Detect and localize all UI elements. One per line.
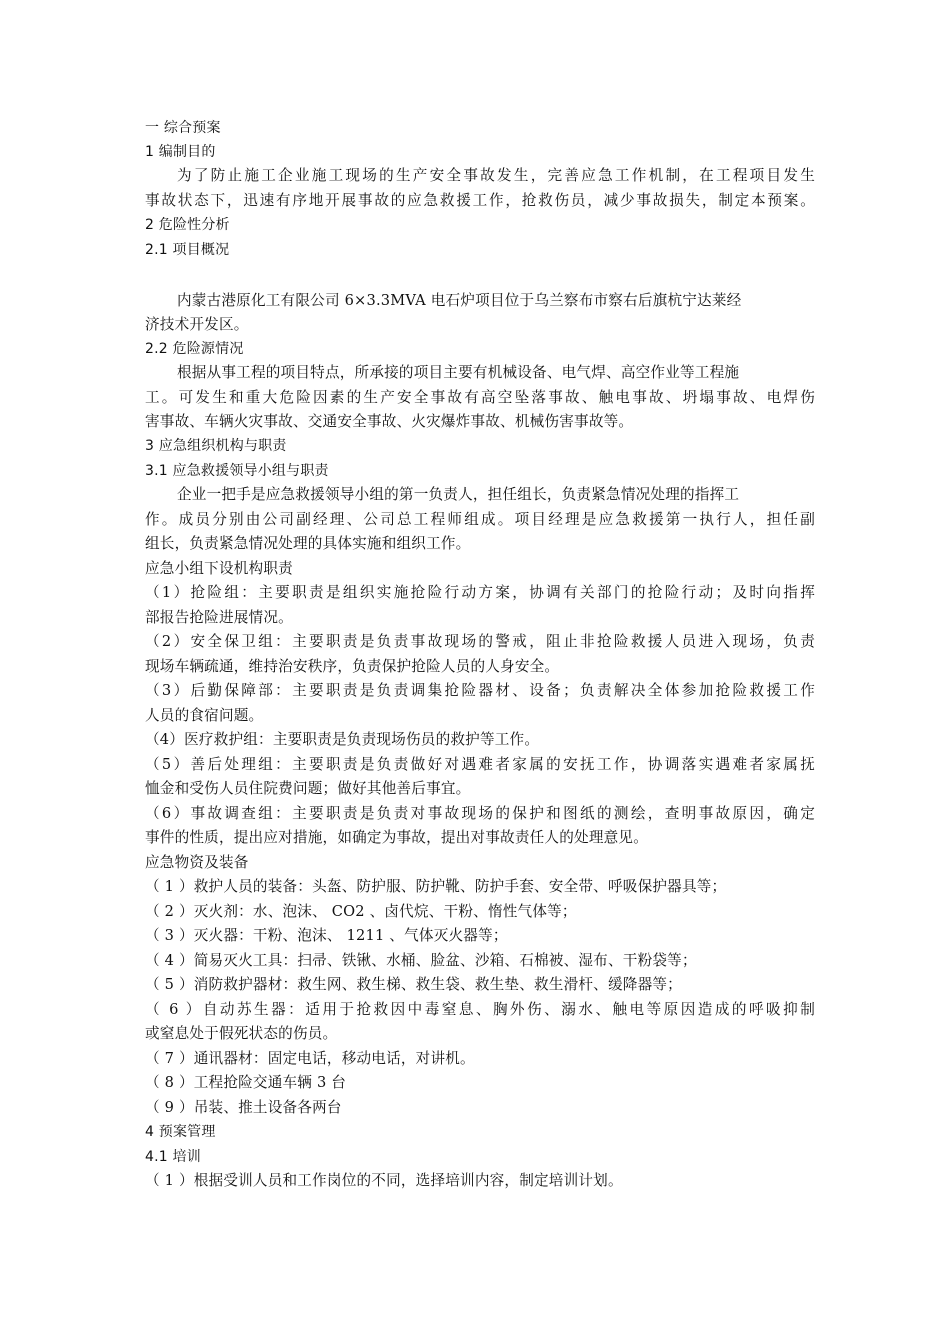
paragraph-line: （ 9 ）吊装、推土设备各两台 — [145, 1099, 342, 1116]
subsection-heading: 2.2 危险源情况 — [145, 341, 244, 357]
section-heading: 4 预案管理 — [145, 1124, 216, 1140]
paragraph-line: 人员的食宿问题。 — [145, 707, 264, 724]
paragraph-line: 工。可发生和重大危险因素的生产安全事故有高空坠落事故、触电事故、坍塌事故、电焊伤 — [145, 389, 815, 406]
paragraph-line: 害事故、车辆火灾事故、交通安全事故、火灾爆炸事故、机械伤害事故等。 — [145, 413, 634, 430]
paragraph-line: 事件的性质，提出应对措施，如确定为事故，提出对事故责任人的处理意见。 — [145, 829, 648, 846]
paragraph-line: 恤金和受伤人员住院费问题；做好其他善后事宜。 — [145, 780, 471, 797]
subsection-heading: 3 应急组织机构与职责 — [145, 438, 287, 454]
paragraph-line: 组长，负责紧急情况处理的具体实施和组织工作。 — [145, 535, 471, 552]
paragraph-line: （ 5 ）消防救护器材：救生网、救生梯、救生袋、救生垫、救生滑杆、缓降器等； — [145, 976, 682, 993]
subsection-heading: 3.1 应急救援领导小组与职责 — [145, 463, 329, 479]
paragraph-line: 内蒙古港原化工有限公司 6×3.3MVA 电石炉项目位于乌兰察布市察右后旗杭宁达莱经 — [177, 292, 742, 309]
paragraph-line: 或窒息处于假死状态的伤员。 — [145, 1025, 338, 1042]
subsection-heading: 1 编制目的 — [145, 144, 216, 160]
paragraph-line: 现场车辆疏通，维持治安秩序，负责保护抢险人员的人身安全。 — [145, 658, 560, 675]
paragraph-line: 应急物资及装备 — [145, 854, 249, 871]
paragraph-line: 作。成员分别由公司副经理、公司总工程师组成。项目经理是应急救援第一执行人，担任副 — [145, 511, 815, 528]
paragraph-line: （ 8 ）工程抢险交通车辆 3 台 — [145, 1074, 347, 1091]
paragraph-line: （ 4 ）简易灭火工具：扫帚、铁锹、水桶、脸盆、沙箱、石棉被、湿布、干粉袋等； — [145, 952, 697, 969]
subsection-heading: 2.1 项目概况 — [145, 242, 230, 258]
paragraph-line: （1）抢险组：主要职责是组织实施抢险行动方案，协调有关部门的抢险行动；及时向指挥 — [145, 584, 815, 601]
paragraph-line: （ 2 ）灭火剂：水、泡沫、 CO2 、卤代烷、干粉、惰性气体等； — [145, 903, 577, 920]
subsection-heading: 2 危险性分析 — [145, 217, 230, 233]
paragraph-line: （2）安全保卫组：主要职责是负责事故现场的警戒，阻止非抢险救援人员进入现场，负责 — [145, 633, 815, 650]
paragraph-line: 为了防止施工企业施工现场的生产安全事故发生，完善应急工作机制，在工程项目发生 — [177, 167, 815, 184]
paragraph-line: 部报告抢险进展情况。 — [145, 609, 293, 626]
paragraph-line: （ 7 ）通讯器材：固定电话，移动电话，对讲机。 — [145, 1050, 475, 1067]
paragraph-line: 济技术开发区。 — [145, 316, 249, 333]
section-heading: 一 综合预案 — [145, 120, 221, 136]
paragraph-line: （ 3 ）灭火器：干粉、泡沫、 1211 、气体灭火器等； — [145, 927, 508, 944]
paragraph-line: （ 1 ）根据受训人员和工作岗位的不同，选择培训内容，制定培训计划。 — [145, 1172, 623, 1189]
paragraph-line: （5）善后处理组：主要职责是负责做好对遇难者家属的安抚工作，协调落实遇难者家属抚 — [145, 756, 815, 773]
paragraph-line: （ 1 ）救护人员的装备：头盔、防护服、防护靴、防护手套、安全带、呼吸保护器具等； — [145, 878, 727, 895]
paragraph-line: （4）医疗救护组：主要职责是负责现场伤员的救护等工作。 — [145, 731, 540, 748]
paragraph-line: （ 6 ）自动苏生器：适用于抢救因中毒窒息、胸外伤、溺水、触电等原因造成的呼吸抑制 — [145, 1001, 815, 1018]
paragraph-line: 根据从事工程的项目特点，所承接的项目主要有机械设备、电气焊、高空作业等工程施 — [177, 364, 740, 381]
paragraph-line: （3）后勤保障部：主要职责是负责调集抢险器材、设备；负责解决全体参加抢险救援工作 — [145, 682, 815, 699]
paragraph-line: （6）事故调查组：主要职责是负责对事故现场的保护和图纸的测绘，查明事故原因，确定 — [145, 805, 815, 822]
paragraph-line: 事故状态下，迅速有序地开展事故的应急救援工作，抢救伤员，减少事故损失，制定本预案。 — [145, 192, 815, 209]
paragraph-line: 企业一把手是应急救援领导小组的第一负责人，担任组长，负责紧急情况处理的指挥工 — [177, 486, 740, 503]
paragraph-line: 应急小组下设机构职责 — [145, 560, 293, 577]
subsection-heading: 4.1 培训 — [145, 1149, 201, 1165]
